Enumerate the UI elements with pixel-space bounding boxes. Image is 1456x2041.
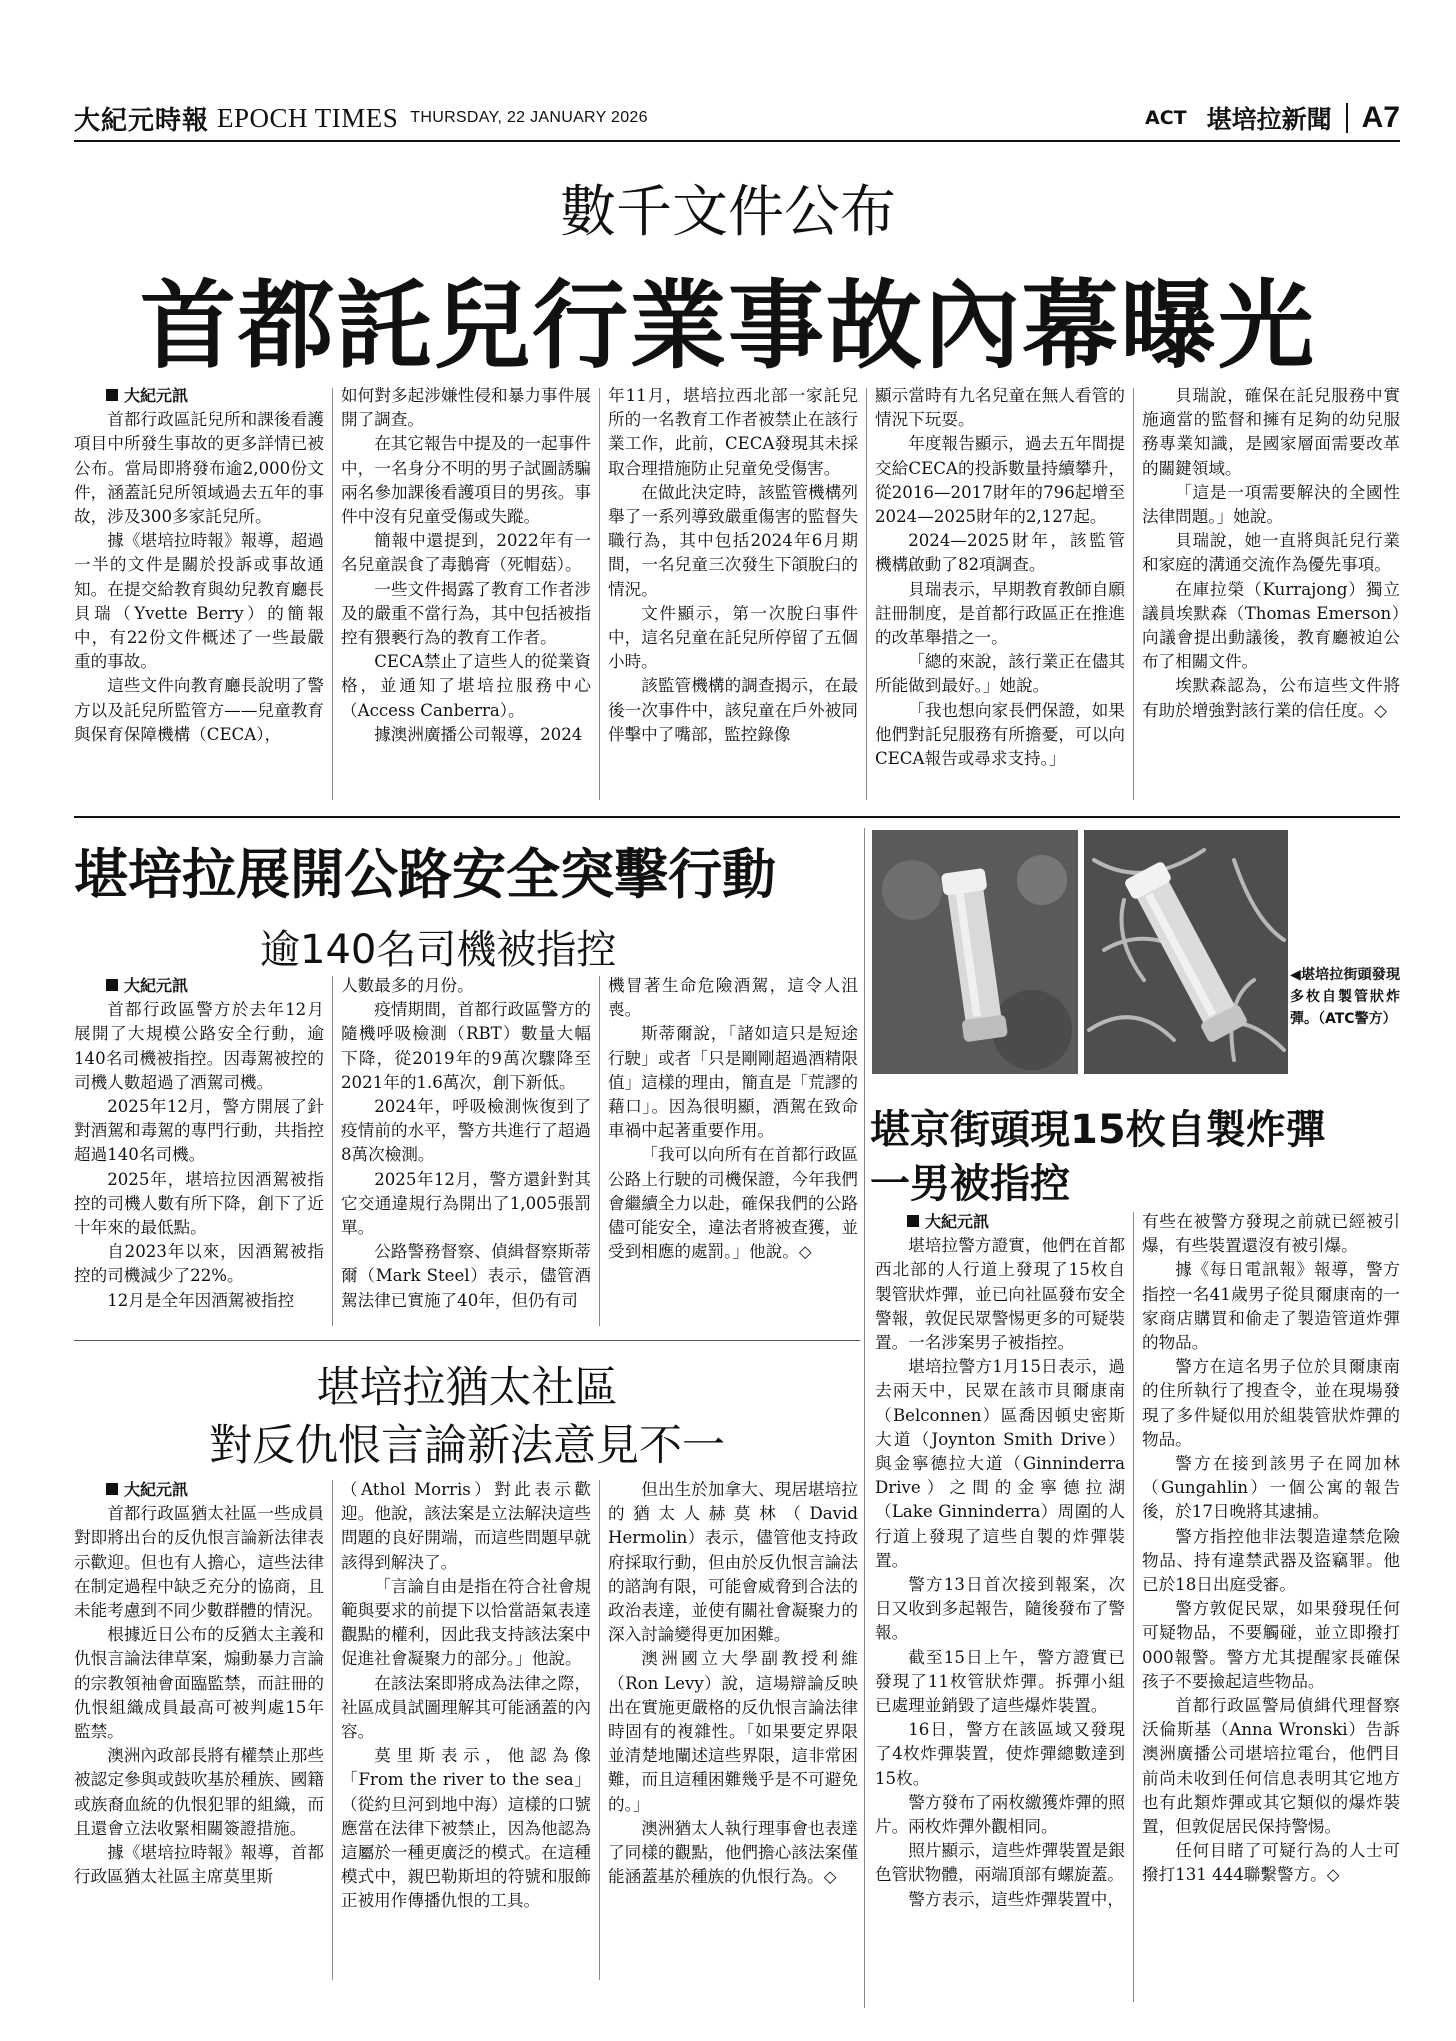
column-rule: [866, 388, 867, 800]
masthead: [74, 100, 1400, 136]
paragraph: 人數最多的月份。: [341, 976, 474, 995]
bomb-headline-line2: 一男被指控: [870, 1161, 1070, 1207]
paragraph: 2025年12月，警方開展了針對酒駕和毒駕的專門行動，共指控超過140名司機。: [74, 1097, 324, 1165]
bomb-column-1: [875, 1210, 1125, 1912]
column-rule: [599, 1480, 600, 1980]
lead-kicker: 數千文件公布: [560, 180, 896, 245]
paragraph: 有些在被警方發現之前就已經被引爆，有些裝置還沒有被引爆。: [1142, 1212, 1400, 1256]
paragraph: 文件顯示，第一次脫臼事件中，這名兒童在託兒所停留了五個小時。: [608, 603, 858, 672]
road-subheadline: 逾140名司機被指控: [260, 927, 617, 973]
paragraph: 首都行政區警局偵緝代理督察沃倫斯基（Anna Wronski）告訴澳洲廣播公司堪培拉電台，他們目前尚未收到任何信息表明其它地方也有此類炸彈或其它類似的爆炸裝置，但敦促居民保持警惕。: [1142, 1696, 1400, 1837]
bomb-byline: 大紀元訊: [875, 1210, 1125, 1234]
paragraph: 警方指控他非法製造違禁危險物品、持有違禁武器及盜竊罪。他已於18日出庭受審。: [1142, 1526, 1400, 1595]
paragraph: 「言論自由是指在符合社會規範與要求的前提下以恰當語氣表達觀點的權利，因此我支持該法案中促進社會凝聚力的部分。」他說。: [341, 1576, 591, 1669]
section-divider: [1346, 103, 1348, 133]
paragraph: 根據近日公布的反猶太主義和仇恨言論法律草案，煽動暴力言論的宗教領袖會面臨監禁，而註冊的仇恨組織成員最高可被判處15年監禁。: [74, 1625, 324, 1742]
paragraph: 但出生於加拿大、現居堪培拉的猶太人赫莫林（David Hermolin）表示，儘管他支持政府採取行動，但由於反仇恨言論法的諮詢有限，可能會威脅到合法的政治表達，並使有關社會凝聚力的深入討論變得更加困難。: [608, 1480, 858, 1645]
paragraph: 斯蒂爾說，「諸如這只是短途行駛」或者「只是剛剛超過酒精限值」這樣的理由，簡直是「荒謬的藉口」。因為很明顯，酒駕在致命車禍中起著重要作用。: [608, 1024, 858, 1141]
paragraph: 警方在接到該男子在岡加林（Gungahlin）一個公寓的報告後，於17日晚將其逮捕。: [1142, 1454, 1400, 1522]
pipe-bomb-photo-1: [872, 830, 1078, 1074]
paragraph: 在庫拉榮（Kurrajong）獨立議員埃默森（Thomas Emerson）向議會提出動議後，教育廳被迫公布了相關文件。: [1142, 579, 1400, 672]
paragraph: 據《堪培拉時報》報導，首都行政區猶太社區主席莫里斯: [74, 1843, 324, 1887]
paragraph: 首都行政區託兒所和課後看護項目中所發生事故的更多詳情已被公布。當局即將發布逾2,000份文件，涵蓋託兒所領域過去五年的事故，涉及300多家託兒所。: [74, 410, 324, 527]
bomb-headline-line1: 堪京街頭現15枚自製炸彈: [870, 1107, 1326, 1153]
section-rule: [74, 816, 1400, 818]
paragraph: 警方發布了兩枚繳獲炸彈的照片。兩枚炸彈外觀相同。: [875, 1792, 1125, 1837]
paragraph: 「我可以向所有在首都行政區公路上行駛的司機保證，今年我們會繼續全力以赴，確保我們的公路儘可能安全，違法者將被查獲，並受到相應的處罰。」他說。◇: [608, 1145, 858, 1262]
photo-caption: ◀堪培拉街頭發現多枚自製管狀炸彈。（ATC警方）: [1290, 967, 1400, 1027]
paragraph: 2024年，呼吸檢測恢復到了疫情前的水平，警方共進行了超過8萬次檢測。: [341, 1097, 591, 1165]
paragraph: 12月是全年因酒駕被指控: [107, 1290, 295, 1310]
paragraph: 埃默森認為，公布這些文件將有助於增強對該行業的信任度。◇: [1142, 676, 1400, 720]
column-rule: [599, 976, 600, 1326]
paragraph: 警方13日首次接到報案，次日又收到多起報告，隨後發布了警報。: [875, 1575, 1125, 1643]
jewish-column-3: [608, 1478, 858, 1889]
paragraph: 這些文件向教育廳長說明了警方以及託兒所監管方——兒童教育與保育保障機構（CECA），: [74, 676, 324, 744]
paragraph: 在其它報告中提及的一起事件中，一名身分不明的男子試圖誘騙兩名參加課後看護項目的男孩。事件中沒有兒童受傷或失蹤。: [341, 434, 591, 527]
paragraph: 機冒著生命危險酒駕，這令人沮喪。: [608, 976, 858, 1020]
paragraph: 「這是一項需要解決的全國性法律問題。」她說。: [1142, 482, 1400, 527]
paragraph: 該監管機構的調查揭示，在最後一次事件中，該兒童在戶外被同伴擊中了嘴部，監控錄像: [608, 676, 858, 744]
lead-column-4: [875, 384, 1125, 771]
pipe-bomb-photo-2-image: [1084, 830, 1288, 1074]
lead-byline: 大紀元訊: [74, 384, 324, 408]
paragraph: CECA禁止了這些人的從業資格，並通知了堪培拉服務中心（Access Canberra）。: [341, 652, 591, 720]
paragraph: 貝瑞說，她一直將與託兒行業和家庭的溝通交流作為優先事項。: [1142, 531, 1400, 575]
paragraph: 年11月，堪培拉西北部一家託兒所的一名教育工作者被禁止在該行業工作，此前，CECA發現其未採取合理措施防止兒童免受傷害。: [608, 386, 858, 478]
paragraph: 簡報中還提到，2022年有一名兒童誤食了毒鵝膏（死帽菇）。: [341, 531, 591, 575]
road-column-2: [341, 974, 591, 1313]
jewish-column-2: [341, 1478, 591, 1914]
road-byline: 大紀元訊: [74, 974, 324, 998]
issue-date: THURSDAY, 22 JANUARY 2026: [410, 109, 648, 126]
paragraph: 2025年12月，警方還針對其它交通違規行為開出了1,005張罰單。: [341, 1169, 591, 1238]
column-rule: [599, 388, 600, 800]
column-rule: [332, 388, 333, 800]
paragraph: 堪培拉警方證實，他們在首都西北部的人行道上發現了15枚自製管狀炸彈，並已向社區發布安全警報，敦促民眾警惕更多的可疑裝置。一名涉案男子被指控。: [875, 1236, 1125, 1353]
page-number: A7: [1361, 101, 1400, 134]
section-rule: [74, 1340, 860, 1341]
paragraph: 如何對多起涉嫌性侵和暴力事件展開了調查。: [341, 386, 591, 430]
paragraph: 公路警務督察、偵緝督察斯蒂爾（Mark Steel）表示，儘管酒駕法律已實施了40年，但仍有司: [341, 1242, 591, 1310]
paragraph: 堪培拉警方1月15日表示，過去兩天中，民眾在該市貝爾康南（Belconnen）區喬因頓史密斯大道（Joynton Smith Drive）與金寧德拉大道（Ginninderra Drive）之間的金寧德拉湖（Lake Ginninderra）周圍的人行道上發現了這些自製的炸彈裝置。: [875, 1357, 1125, 1570]
masthead-rule: [74, 140, 1400, 142]
paragraph: 在該法案即將成為法律之際，社區成員試圖理解其可能涵蓋的內容。: [341, 1673, 591, 1742]
road-headline: 堪培拉展開公路安全突擊行動: [74, 843, 776, 906]
paper-name-cn: 大紀元時報: [74, 105, 210, 136]
lead-column-2: [341, 384, 591, 747]
paragraph: 在做此決定時，該監管機構列舉了一系列導致嚴重傷害的監督失職行為，其中包括2024年6月期間，一名兒童三次發生下頜脫臼的情況。: [608, 482, 858, 599]
paragraph: 首都行政區猶太社區一些成員對即將出台的反仇恨言論新法律表示歡迎。但也有人擔心，這些法律在制定過程中缺乏充分的協商，且未能考慮到不同少數群體的情況。: [74, 1504, 324, 1621]
paragraph: 「我也想向家長們保證，如果他們對託兒服務有所擔憂，可以向CECA報告或尋求支持。」: [875, 700, 1125, 769]
paragraph: 澳洲國立大學副教授利維（Ron Levy）說，這場辯論反映出在實施更嚴格的反仇恨言論法律時固有的複雜性。「如果要定界限並清楚地闡述這些界限，這非常困難，而且這種困難幾乎是不可避免的。」: [608, 1649, 858, 1814]
column-rule: [1133, 1212, 1134, 2002]
column-rule: [1133, 388, 1134, 800]
paragraph: 莫里斯表示，他認為像「From the river to the sea」（從約旦河到地中海）這樣的口號應當在法律下被禁止，因為他認為這屬於一種更廣泛的模式。在這種模式中，親巴勒斯坦的符號和服飾正被用作傳播仇恨的工具。: [341, 1746, 591, 1911]
jewish-byline: 大紀元訊: [74, 1478, 324, 1502]
road-column-3: [608, 974, 858, 1264]
paragraph: 據《堪培拉時報》報導，超過一半的文件是關於投訴或事故通知。在提交給教育與幼兒教育廳長貝瑞（Yvette Berry）的簡報中，有22份文件概述了一些最嚴重的事故。: [74, 531, 324, 672]
paragraph: 貝瑞說，確保在託兒服務中實施適當的監督和擁有足夠的幼兒服務專業知識，是國家層面需要改革的關鍵領域。: [1142, 386, 1400, 478]
bomb-column-2: [1142, 1210, 1400, 1888]
paragraph: 貝瑞表示，早期教育教師自願註冊制度，是首都行政區正在推進的改革舉措之一。: [875, 579, 1125, 648]
paragraph: 任何目睹了可疑行為的人士可撥打131 444聯繫警方。◇: [1142, 1841, 1400, 1885]
paragraph: 一些文件揭露了教育工作者涉及的嚴重不當行為，其中包括被指控有猥褻行為的教育工作者。: [341, 579, 591, 648]
paragraph: 2025年，堪培拉因酒駕被指控的司機人數有所下降，創下了近十年來的最低點。: [74, 1169, 324, 1238]
road-column-1: [74, 974, 324, 1313]
lead-column-1: [74, 384, 324, 747]
jewish-column-1: [74, 1478, 324, 1889]
paragraph: 首都行政區警方於去年12月展開了大規模公路安全行動，逾140名司機被指控。因毒駕被控的司機人數超過了酒駕司機。: [74, 1000, 324, 1092]
section-header: [1145, 100, 1400, 136]
paragraph: 警方在這名男子位於貝爾康南的住所執行了搜查令，並在現場發現了多件疑似用於組裝管狀炸彈的物品。: [1142, 1357, 1400, 1449]
paper-name-en: EPOCH TIMES: [217, 102, 399, 133]
column-rule: [332, 1480, 333, 1980]
story-divider: [864, 828, 865, 2008]
lead-headline: 首都託兒行業事故內幕曝光: [140, 269, 1316, 382]
column-rule: [332, 976, 333, 1326]
paragraph: 據《每日電訊報》報導，警方指控一名41歲男子從貝爾康南的一家商店購買和偷走了製造管道炸彈的物品。: [1142, 1260, 1400, 1353]
paragraph: 16日，警方在該區域又發現了4枚炸彈裝置，使炸彈總數達到15枚。: [875, 1720, 1125, 1788]
lead-column-5: [1142, 384, 1400, 723]
paragraph: 澳洲猶太人執行理事會也表達了同樣的觀點，他們擔心該法案僅能涵蓋基於種族的仇恨行為。◇: [608, 1818, 858, 1887]
jewish-headline-line1: 堪培拉猶太社區: [316, 1363, 618, 1413]
paragraph: 警方表示，這些炸彈裝置中，: [908, 1889, 1124, 1909]
paragraph: 照片顯示，這些炸彈裝置是銀色管狀物體，兩端頂部有螺旋蓋。: [875, 1841, 1125, 1885]
pipe-bomb-photo-1-image: [872, 830, 1078, 1074]
paragraph: 澳洲內政部長將有權禁止那些被認定參與或鼓吹基於種族、國籍或族裔血統的仇恨犯罪的組織，而且還會立法收緊相關簽證措施。: [74, 1746, 324, 1838]
jewish-headline-line2: 對反仇恨言論新法意見不一: [209, 1421, 725, 1471]
paragraph: 顯示當時有九名兒童在無人看管的情況下玩耍。: [875, 386, 1125, 430]
pipe-bomb-photo-2: [1084, 830, 1288, 1074]
paragraph: 疫情期間，首都行政區警方的隨機呼吸檢測（RBT）數量大幅下降，從2019年的9萬次驟降至2021年的1.6萬次，創下新低。: [341, 1000, 591, 1092]
lead-column-3: [608, 384, 858, 747]
paragraph: 2024—2025財年，該監管機構啟動了82項調查。: [875, 531, 1125, 575]
paragraph: 「總的來說，該行業正在儘其所能做到最好。」她說。: [875, 652, 1125, 696]
region-label: ACT: [1145, 107, 1187, 129]
paragraph: 自2023年以來，因酒駕被指控的司機減少了22%。: [74, 1242, 324, 1286]
paragraph: 年度報告顯示，過去五年間提交給CECA的投訴數量持續攀升，從2016—2017財年的796起增至2024—2025財年的2,127起。: [875, 434, 1125, 527]
paragraph: 據澳洲廣播公司報導，2024: [374, 724, 583, 744]
section-name: 堪培拉新聞: [1206, 105, 1332, 134]
paragraph: （Athol Morris）對此表示歡迎。他說，該法案是立法解決這些問題的良好開端，而這些問題早就該得到解決了。: [341, 1480, 591, 1572]
paragraph: 警方敦促民眾，如果發現任何可疑物品，不要觸碰，並立即撥打000報警。警方尤其提醒家長確保孩子不要撿起這些物品。: [1142, 1599, 1400, 1691]
paragraph: 截至15日上午，警方證實已發現了11枚管狀炸彈。拆彈小組已處理並銷毀了這些爆炸裝置。: [875, 1647, 1125, 1716]
